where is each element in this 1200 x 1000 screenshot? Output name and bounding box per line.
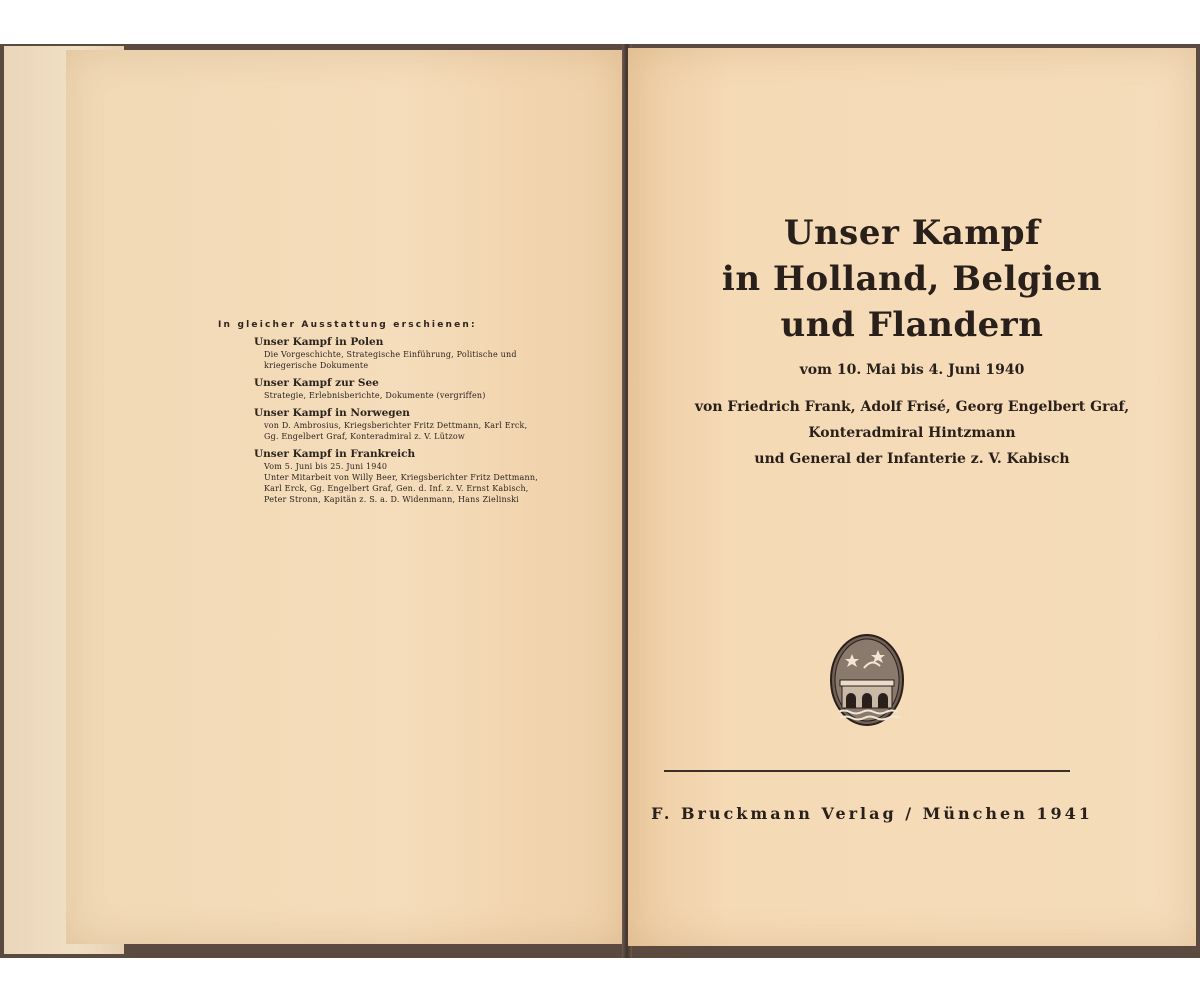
series-item-polen — [254, 336, 578, 371]
series-desc-line: Unter Mitarbeit von Willy Beer, Kriegsberichter Fritz Dettmann, — [264, 473, 538, 482]
publisher-imprint: F. Bruckmann Verlag / München 1941 — [651, 804, 1093, 823]
series-item-norwegen — [254, 407, 578, 442]
series-desc-line: Die Vorgeschichte, Strategische Einführung, Politische und — [264, 350, 517, 359]
series-desc-line: kriegerische Dokumente — [264, 361, 369, 370]
series-desc-line: Peter Stronn, Kapitän z. S. a. D. Widenmann, Hans Zielinski — [264, 495, 519, 504]
series-title: Unser Kampf in Norwegen — [254, 407, 410, 419]
series-title: Unser Kampf in Frankreich — [254, 448, 416, 460]
right-page — [628, 48, 1196, 946]
book-title-line: in Holland, Belgien — [721, 259, 1103, 299]
series-desc-line: von D. Ambrosius, Kriegsberichter Fritz Dettmann, Karl Erck, — [264, 421, 528, 430]
author-list — [628, 394, 1196, 472]
emblem-svg — [828, 632, 906, 728]
publisher-emblem-icon — [828, 632, 906, 732]
date-range: vom 10. Mai bis 4. Juni 1940 — [799, 362, 1025, 378]
series-desc-line: Strategie, Erlebnisberichte, Dokumente (vergriffen) — [264, 391, 486, 400]
horizontal-rule — [664, 770, 1070, 772]
series-desc-line: Karl Erck, Gg. Engelbert Graf, Gen. d. Inf. z. V. Ernst Kabisch, — [264, 484, 529, 493]
author-line: von Friedrich Frank, Adolf Frisé, Georg Engelbert Graf, — [694, 399, 1130, 415]
series-desc-line: Vom 5. Juni bis 25. Juni 1940 — [264, 462, 388, 471]
title-block — [628, 210, 1196, 472]
series-title: Unser Kampf zur See — [254, 377, 379, 389]
author-line: Konteradmiral Hintzmann — [808, 425, 1016, 441]
book-title-line: und Flandern — [780, 305, 1044, 345]
series-item-see — [254, 377, 578, 401]
book-title-line: Unser Kampf — [783, 213, 1041, 253]
series-heading: In gleicher Ausstattung erschienen: — [218, 320, 477, 330]
author-line: und General der Infanterie z. V. Kabisch — [754, 451, 1070, 467]
series-title: Unser Kampf in Polen — [254, 336, 384, 348]
book-scan — [0, 44, 1200, 958]
left-page — [66, 50, 624, 944]
series-item-frankreich — [254, 448, 578, 505]
series-list — [218, 320, 578, 511]
series-desc-line: Gg. Engelbert Graf, Konteradmiral z. V. Lützow — [264, 432, 465, 441]
